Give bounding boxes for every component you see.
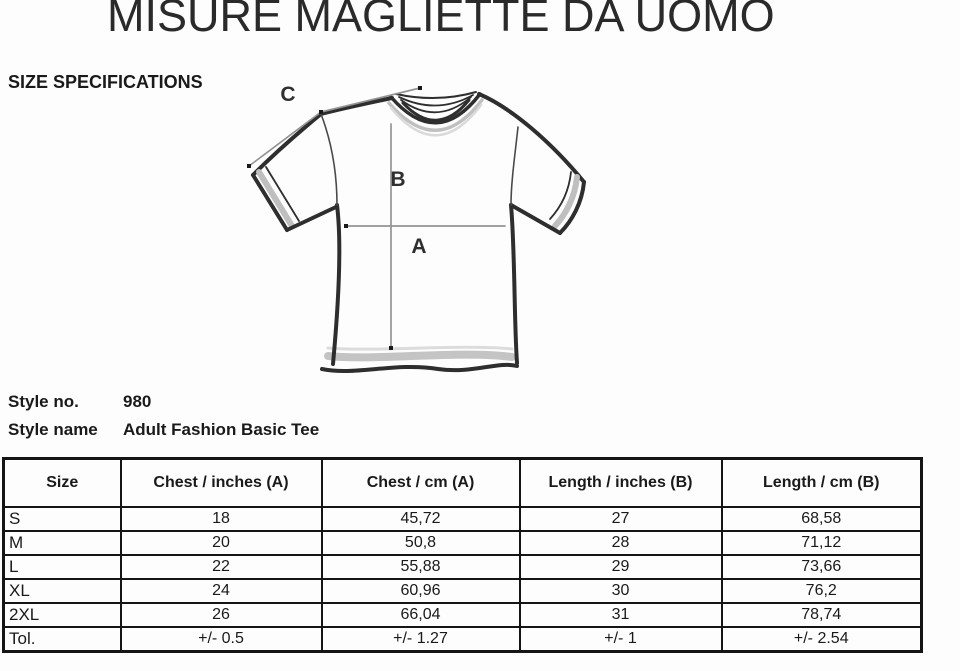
table-row-xl: [4, 579, 922, 603]
length-cm-value: +/- 2.54: [722, 627, 922, 652]
length-inches-value: 31: [520, 603, 722, 627]
size-table: [2, 457, 923, 653]
style-name-label: Style name: [8, 420, 98, 439]
shirt-right-shoulder: [479, 94, 584, 182]
length-cm-value: 68,58: [722, 507, 922, 531]
right-sleeve-bottom: [511, 205, 560, 233]
style-no-value: 980: [123, 392, 152, 411]
right-seam: [511, 127, 518, 205]
shirt-bottom-hem: [322, 365, 517, 371]
left-sleeve-bottom: [287, 207, 336, 230]
length-cm-value: 71,12: [722, 531, 922, 555]
length-cm-value: 73,66: [722, 555, 922, 579]
col-header-length-inches: Length / inches (B): [520, 459, 722, 508]
left-cuff-shading: [259, 172, 292, 226]
shirt-body-right: [511, 205, 517, 363]
style-name-row: [8, 416, 319, 444]
size-label: L: [4, 555, 121, 579]
chest-inches-value: +/- 0.5: [121, 627, 322, 652]
diagram-label-a: A: [411, 235, 427, 258]
table-row-tolerance: [4, 627, 922, 652]
col-header-length-cm: Length / cm (B): [722, 459, 922, 508]
col-header-size: Size: [4, 459, 121, 508]
length-inches-value: 28: [520, 531, 722, 555]
hem-shading: [328, 355, 512, 358]
chest-inches-value: 26: [121, 603, 322, 627]
length-cm-value: 76,2: [722, 579, 922, 603]
col-header-chest-inches: Chest / inches (A): [121, 459, 322, 508]
section-subtitle: SIZE SPECIFICATIONS: [8, 72, 203, 92]
chest-inches-value: 18: [121, 507, 322, 531]
length-inches-value: 30: [520, 579, 722, 603]
measure-dots: [247, 86, 422, 350]
table-row-m: [4, 531, 922, 555]
left-seam: [321, 114, 337, 205]
style-no-label: Style no.: [8, 392, 79, 411]
chest-inches-value: 20: [121, 531, 322, 555]
chest-inches-value: 22: [121, 555, 322, 579]
style-info: [8, 388, 319, 444]
size-label: S: [4, 507, 121, 531]
chest-cm-value: 55,88: [322, 555, 520, 579]
chest-cm-value: 60,96: [322, 579, 520, 603]
size-label: XL: [4, 579, 121, 603]
length-cm-value: 78,74: [722, 603, 922, 627]
size-table-header-row: [4, 459, 922, 508]
diagram-label-b: B: [390, 168, 406, 191]
length-inches-value: 29: [520, 555, 722, 579]
length-inches-value: 27: [520, 507, 722, 531]
shirt-body-left: [333, 205, 339, 364]
size-label: M: [4, 531, 121, 555]
tshirt-diagram-icon: [230, 80, 650, 380]
chest-cm-value: 45,72: [322, 507, 520, 531]
style-no-row: [8, 388, 319, 416]
table-row-l: [4, 555, 922, 579]
collar-opening: [396, 92, 476, 98]
diagram-label-c: C: [280, 83, 296, 106]
size-label: Tol.: [4, 627, 121, 652]
style-name-value: Adult Fashion Basic Tee: [123, 420, 320, 439]
col-header-chest-cm: Chest / cm (A): [322, 459, 520, 508]
chest-cm-value: 50,8: [322, 531, 520, 555]
length-inches-value: +/- 1: [520, 627, 722, 652]
page-title: MISURE MAGLIETTE DA UOMO: [107, 0, 775, 41]
table-row-s: [4, 507, 922, 531]
table-row-2xl: [4, 603, 922, 627]
chest-cm-value: 66,04: [322, 603, 520, 627]
chest-cm-value: +/- 1.27: [322, 627, 520, 652]
chest-inches-value: 24: [121, 579, 322, 603]
size-label: 2XL: [4, 603, 121, 627]
shirt-left-shoulder: [253, 98, 392, 175]
